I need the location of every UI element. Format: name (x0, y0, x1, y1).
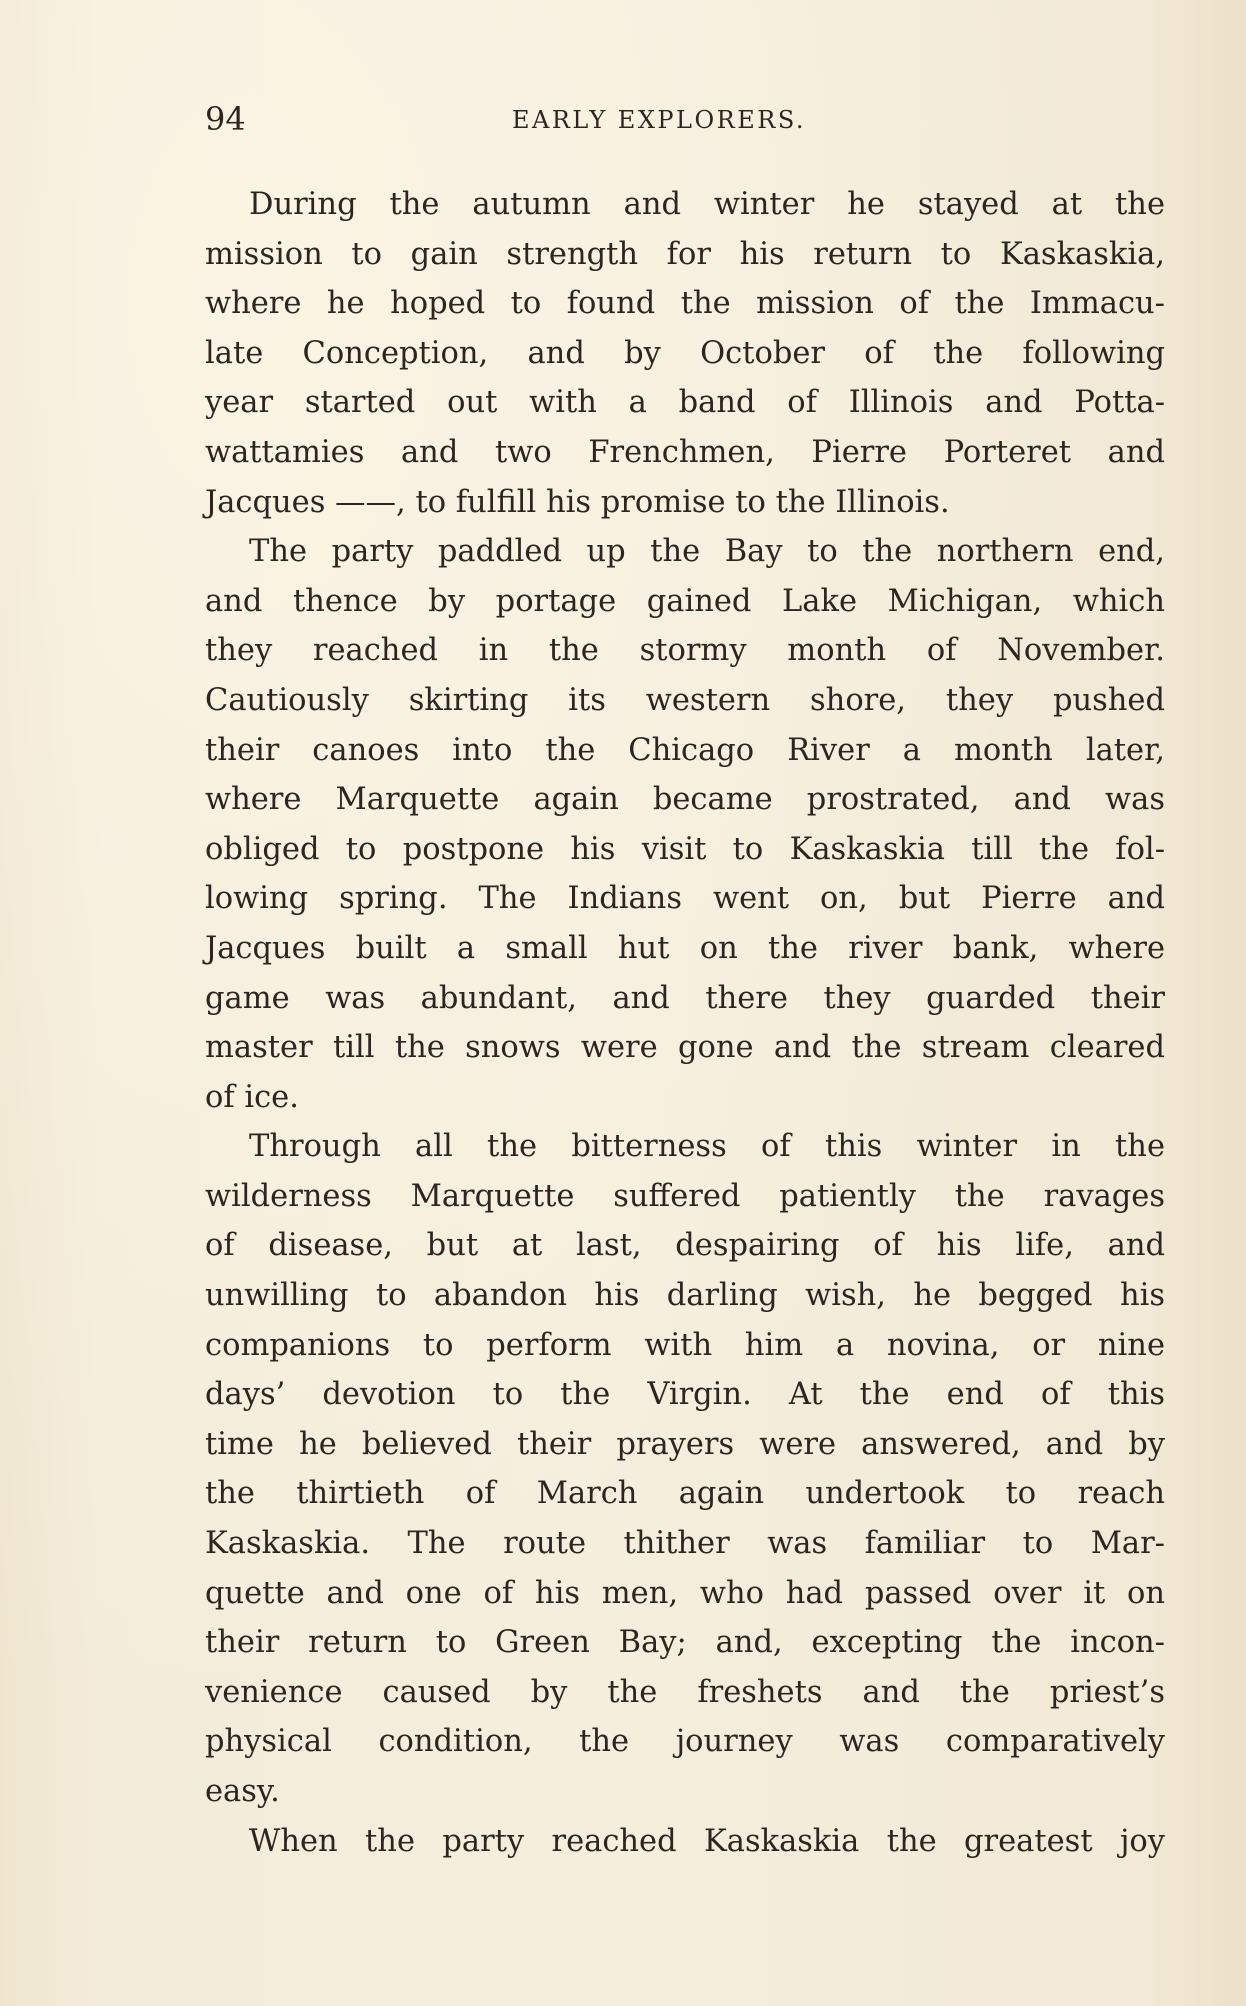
text-line: physical condition, the journey was comparatively (205, 1724, 1165, 1760)
text-line: days’ devotion to the Virgin. At the end of this (205, 1377, 1165, 1413)
text-line: year started out with a band of Illinois and Potta- (205, 385, 1165, 421)
text-line: of disease, but at last, despairing of his life, and (205, 1228, 1165, 1264)
text-line: lowing spring. The Indians went on, but Pierre and (205, 881, 1165, 917)
text-line: master till the snows were gone and the stream cleared (205, 1030, 1165, 1066)
text-line: easy. (205, 1774, 280, 1809)
running-head (205, 100, 1165, 144)
text-line: Jacques built a small hut on the river bank, where (205, 930, 1165, 966)
text-line: Kaskaskia. The route thither was familiar to Mar- (205, 1526, 1165, 1562)
running-title: EARLY EXPLORERS. (512, 106, 807, 134)
text-line: venience caused by the freshets and the priest’s (205, 1674, 1165, 1710)
text-line: their return to Green Bay; and, excepting the incon- (205, 1625, 1165, 1661)
text-line: and thence by portage gained Lake Michigan, which (205, 583, 1165, 619)
text-line: Jacques ——, to fulfill his promise to the Illinois. (205, 484, 950, 520)
text-line: quette and one of his men, who had passed over it on (205, 1575, 1165, 1611)
text-line: companions to perform with him a novina, or nine (205, 1327, 1165, 1363)
text-line: Through all the bitterness of this winter in the (249, 1129, 1165, 1165)
text-line: wilderness Marquette suffered patiently the ravages (205, 1178, 1165, 1214)
text-line: late Conception, and by October of the following (205, 335, 1165, 371)
text-line: their canoes into the Chicago River a month later, (205, 732, 1165, 768)
body-text (205, 180, 1165, 1866)
text-line: game was abundant, and there they guarded their (205, 980, 1165, 1016)
text-line: obliged to postpone his visit to Kaskaskia till the fol- (205, 831, 1165, 867)
text-line: wattamies and two Frenchmen, Pierre Porteret and (205, 434, 1165, 470)
text-line: During the autumn and winter he stayed at the (249, 187, 1165, 222)
text-line: The party paddled up the Bay to the northern end, (249, 534, 1165, 570)
text-line: Cautiously skirting its western shore, they pushed (205, 682, 1165, 718)
text-line: unwilling to abandon his darling wish, he begged his (205, 1278, 1165, 1314)
text-line: mission to gain strength for his return to Kaskaskia, (205, 236, 1165, 272)
page-number: 94 (205, 100, 246, 138)
text-line: they reached in the stormy month of November. (205, 633, 1165, 669)
text-line: the thirtieth of March again undertook to reach (205, 1476, 1165, 1512)
text-line: where Marquette again became prostrated, and was (205, 782, 1165, 818)
text-line: When the party reached Kaskaskia the greatest joy (249, 1823, 1165, 1859)
text-line: time he believed their prayers were answered, and by (205, 1426, 1165, 1462)
text-line: of ice. (205, 1079, 299, 1115)
text-line: where he hoped to found the mission of the Immacu- (205, 286, 1165, 322)
